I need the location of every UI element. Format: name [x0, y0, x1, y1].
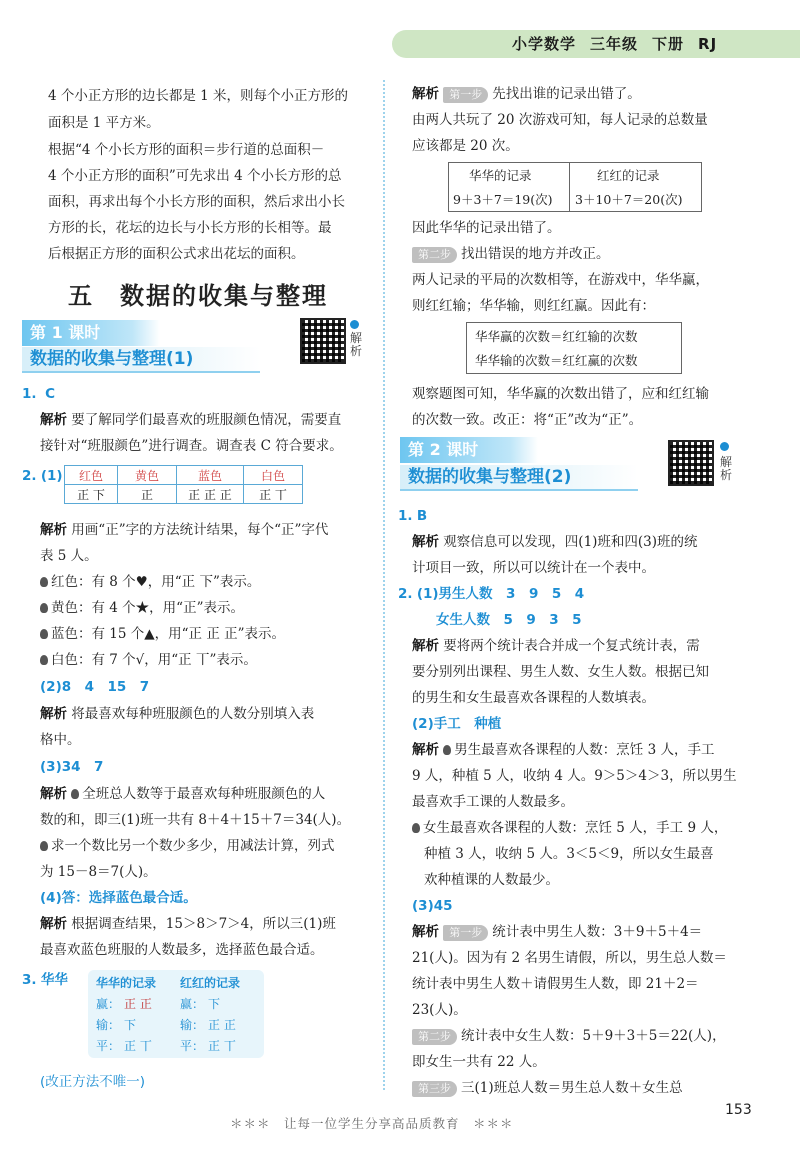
q2-number: 2. [22, 468, 37, 484]
q2-part3-line-2: 数的和，即三(1)班一共有 8＋4＋15＋7＝34(人)。 [40, 812, 351, 828]
q2-th-1: 红色 [65, 466, 118, 485]
q3-card-lose1: 下 [124, 1018, 137, 1032]
q2-bullet-4: 白色：有 7 个√，用“正 丅”表示。 [51, 652, 257, 668]
q3-card-lose-label: 输： [96, 1018, 121, 1032]
rt-line2-2: 则红红输；华华输，则红红赢。因此有： [412, 298, 655, 314]
q3-note: (改正方法不唯一) [40, 1074, 146, 1090]
q3-card-draw2: 正 丅 [208, 1039, 236, 1053]
q3-card-win-label: 赢： [96, 997, 121, 1011]
q3-number: 3. [22, 972, 37, 988]
r-q2-part3-line-1: 统计表中男生人数：3＋9＋5＋4＝ [492, 924, 703, 940]
rt-step1: 第一步 [443, 87, 488, 103]
q3-card-lose2: 正 正 [208, 1018, 236, 1032]
q2-part3: (3)34 7 [40, 759, 104, 775]
q2-part1: (1) [40, 468, 63, 484]
rt-step2: 第二步 [412, 247, 457, 263]
qr-label: 解析 [350, 331, 363, 358]
play-icon [350, 320, 359, 329]
bulb-icon [40, 629, 48, 639]
left-top-line-3: 根据“4 个小长方形的面积＝步行道的总面积－ [48, 142, 325, 158]
rt-line3-1: 观察题图可知，华华赢的次数出错了，应和红红输 [412, 386, 709, 402]
section-title: 五 数据的收集与整理 [68, 282, 328, 310]
q3-card-draw-label: 平： [96, 1039, 121, 1053]
q2-part2: (2)8 4 15 7 [40, 679, 150, 695]
r-q2-part2-line-1: 男生最喜欢各课程的人数：烹饪 3 人，手工 [454, 742, 715, 758]
q2-part2-line-1: 将最喜欢每种班服颜色的人数分别填入表 [71, 706, 315, 722]
left-top-line-1: 4 个小正方形的边长都是 1 米，则每个小正方形的 [48, 88, 349, 104]
lesson2-name: 数据的收集与整理(2) [400, 465, 638, 491]
q2-part4: (4)答：选择蓝色最合适。 [40, 890, 197, 906]
r-q1-jx: 解析 [412, 534, 439, 550]
left-top-line-6: 方形的长，花坛的边长与小长方形的长相等。最 [48, 220, 332, 236]
r-q2-part2-line-6: 欢种植课的人数最少。 [424, 872, 559, 888]
r-q2-part2: (2)手工 种植 [412, 716, 502, 732]
lesson2-bar: 第 2 课时 [400, 437, 538, 463]
q2-part3-jx: 解析 [40, 786, 67, 802]
q3-tally-card [88, 970, 264, 1058]
rt-line-1: 由两人共玩了 20 次游戏可知，每人记录的总数量 [412, 112, 708, 128]
bulb-icon [443, 745, 451, 755]
q3-card-win-label-2: 赢： [180, 997, 205, 1011]
r-q2-part3-line-5: 统计表中女生人数：5＋9＋3＋5＝22(人)， [461, 1028, 726, 1044]
q2-part3-line-4: 为 15－8＝7(人)。 [40, 864, 157, 880]
header-text [512, 33, 731, 54]
q3-card-draw1: 正 丅 [124, 1039, 152, 1053]
q1-line-1: 要了解同学们最喜欢的班服颜色情况，需要直 [71, 412, 342, 428]
r-q2-line-1: 要将两个统计表合并成一个复式统计表，需 [443, 638, 700, 654]
rt-rec-v2: 3＋10＋7＝20(次) [575, 192, 683, 207]
r-q2-step1: 第一步 [443, 925, 488, 941]
q2-td-4: 正 丅 [244, 485, 303, 504]
r-q2-part3-line-6: 即女生一共有 22 人。 [412, 1054, 546, 1070]
header-subject: 小学数学 [512, 35, 577, 53]
q3-card-win2: 下 [208, 997, 221, 1011]
rt-line3-2: 的次数一致。改正：将“正”改为“正”。 [412, 412, 643, 428]
q2-part4-jx: 解析 [40, 916, 67, 932]
r-q2-part2-line-3: 最喜欢手工课的人数最多。 [412, 794, 574, 810]
rt-eq-2: 华华输的次数＝红红赢的次数 [475, 353, 638, 368]
rt-eq-1: 华华赢的次数＝红红输的次数 [475, 329, 638, 344]
q1-line-2: 接针对“班服颜色”进行调查。调查表 C 符合要求。 [40, 438, 343, 454]
r-q1-line-1: 观察信息可以发现，四(1)班和四(3)班的统 [443, 534, 698, 550]
rt-rec-h2: 红红的记录 [597, 168, 660, 183]
q3-card-h2: 红红的记录 [180, 976, 241, 990]
q2-td-2: 正 [118, 485, 177, 504]
qr-label: 解析 [720, 455, 733, 482]
r-q2-step2: 第二步 [412, 1029, 457, 1045]
rt-rec-v1: 9＋3＋7＝19(次) [453, 192, 553, 207]
bulb-icon [40, 603, 48, 613]
r-q2-line-3: 的男生和女生最喜欢各课程的人数填表。 [412, 690, 655, 706]
r-q1-answer: B [416, 508, 428, 524]
bulb-icon [40, 577, 48, 587]
q2-bullet-2: 黄色：有 4 个★，用“正”表示。 [51, 600, 244, 616]
r-q2-part3-line-3: 统计表中男生人数＋请假男生人数，即 21＋2＝ [412, 976, 699, 992]
left-top-line-5: 面积，再求出每个小长方形的面积，然后求出小长 [48, 194, 345, 210]
bulb-icon [412, 823, 420, 833]
q2-line-1: 用画“正”字的方法统计结果，每个“正”字代 [71, 522, 329, 538]
r-q1-line-2: 计项目一致，所以可以统计在一个表中。 [412, 560, 655, 576]
r-q2-number: 2. [398, 586, 413, 602]
rt-step2-text: 找出错误的地方并改正。 [461, 246, 610, 262]
rt-equation-box [466, 322, 682, 374]
r-q2-part3-jx: 解析 [412, 924, 439, 940]
rt-line2-1: 两人记录的平局的次数相等，在游戏中，华华赢， [412, 272, 709, 288]
q2-th-3: 蓝色 [177, 466, 244, 485]
qr-code-icon[interactable] [668, 440, 714, 486]
rt-jx: 解析 [412, 86, 439, 102]
q3-card-win1: 正 正 [124, 997, 152, 1011]
lesson1-name: 数据的收集与整理(1) [22, 347, 260, 373]
r-q2-part2-jx: 解析 [412, 742, 439, 758]
r-q2-part2-line-2: 9 人，种植 5 人，收纳 4 人。9＞5＞4＞3，所以男生 [412, 768, 737, 784]
r-q2-girls: 女生人数 5 9 3 5 [436, 612, 582, 628]
q2-jx: 解析 [40, 522, 67, 538]
q2-td-3: 正 正 正 [177, 485, 244, 504]
q2-tally-table [64, 465, 303, 504]
r-q2-part3-line-2: 21(人)。因为有 2 名男生请假，所以，男生总人数＝ [412, 950, 727, 966]
q2-th-2: 黄色 [118, 466, 177, 485]
r-q2-part3: (3)45 [412, 898, 453, 914]
left-top-line-7: 后根据正方形的面积公式求出花坛的面积。 [48, 246, 305, 262]
q2-part3-line-1: 全班总人数等于最喜欢每种班服颜色的人 [82, 786, 326, 802]
lesson1-bar: 第 1 课时 [22, 320, 160, 346]
qr-code-icon[interactable] [300, 318, 346, 364]
r-q2-part2-line-4: 女生最喜欢各课程的人数：烹饪 5 人，手工 9 人， [423, 820, 728, 836]
bulb-icon [40, 655, 48, 665]
header-volume: 下册 [652, 35, 685, 53]
rt-after-rec: 因此华华的记录出错了。 [412, 220, 561, 236]
q2-th-4: 白色 [244, 466, 303, 485]
q1-jx: 解析 [40, 412, 67, 428]
r-q2-jx: 解析 [412, 638, 439, 654]
rt-step1-text: 先找出谁的记录出错了。 [492, 86, 641, 102]
q2-part4-line-2: 最喜欢蓝色班服的人数最多，选择蓝色最合适。 [40, 942, 324, 958]
q2-part2-jx: 解析 [40, 706, 67, 722]
q2-part2-line-2: 格中。 [40, 732, 81, 748]
play-icon [720, 442, 729, 451]
q2-part4-line-1: 根据调查结果，15＞8＞7＞4，所以三(1)班 [71, 916, 336, 932]
r-q2-part2-line-5: 种植 3 人，收纳 5 人。3＜5＜9，所以女生最喜 [424, 846, 714, 862]
left-top-line-2: 面积是 1 平方米。 [48, 115, 160, 131]
q2-bullet-3: 蓝色：有 15 个▲，用“正 正 正”表示。 [51, 626, 286, 642]
rt-rec-h1: 华华的记录 [469, 168, 532, 183]
bulb-icon [40, 841, 48, 851]
q3-card-draw-label-2: 平： [180, 1039, 205, 1053]
q2-bullet-1: 红色：有 8 个♥，用“正 下”表示。 [51, 574, 261, 590]
column-divider [383, 80, 385, 1090]
q3-card-h1: 华华的记录 [96, 976, 157, 990]
q2-td-1: 正 下 [65, 485, 118, 504]
r-q2-step3: 第三步 [412, 1081, 457, 1097]
q2-part3-line-3: 求一个数比另一个数少多少，用减法计算，列式 [51, 838, 335, 854]
bulb-icon [71, 789, 79, 799]
q2-line-2: 表 5 人。 [40, 548, 98, 564]
header-edition: RJ [698, 35, 718, 53]
r-q2-part3-line-4: 23(人)。 [412, 1002, 467, 1018]
q3-answer: 华华 [40, 972, 68, 988]
left-top-line-4: 4 个小正方形的面积”可先求出 4 个小长方形的总 [48, 168, 342, 184]
rt-record-box [448, 162, 702, 212]
r-q2-boys: (1)男生人数 3 9 5 4 [416, 586, 585, 602]
page-number: 153 [725, 1102, 752, 1118]
header-grade: 三年级 [590, 35, 639, 53]
rt-line-2: 应该都是 20 次。 [412, 138, 519, 154]
q1-number: 1. [22, 386, 37, 402]
r-q2-line-2: 要分别列出课程、男生人数、女生人数。根据已知 [412, 664, 709, 680]
q1-answer: C [45, 386, 56, 402]
r-q1-number: 1. [398, 508, 413, 524]
q3-card-lose-label-2: 输： [180, 1018, 205, 1032]
footer-slogan: ＊＊＊ 让每一位学生分享高品质教育 ＊＊＊ [230, 1116, 514, 1131]
r-q2-part3-line-7: 三(1)班总人数＝男生总人数＋女生总 [461, 1080, 683, 1096]
